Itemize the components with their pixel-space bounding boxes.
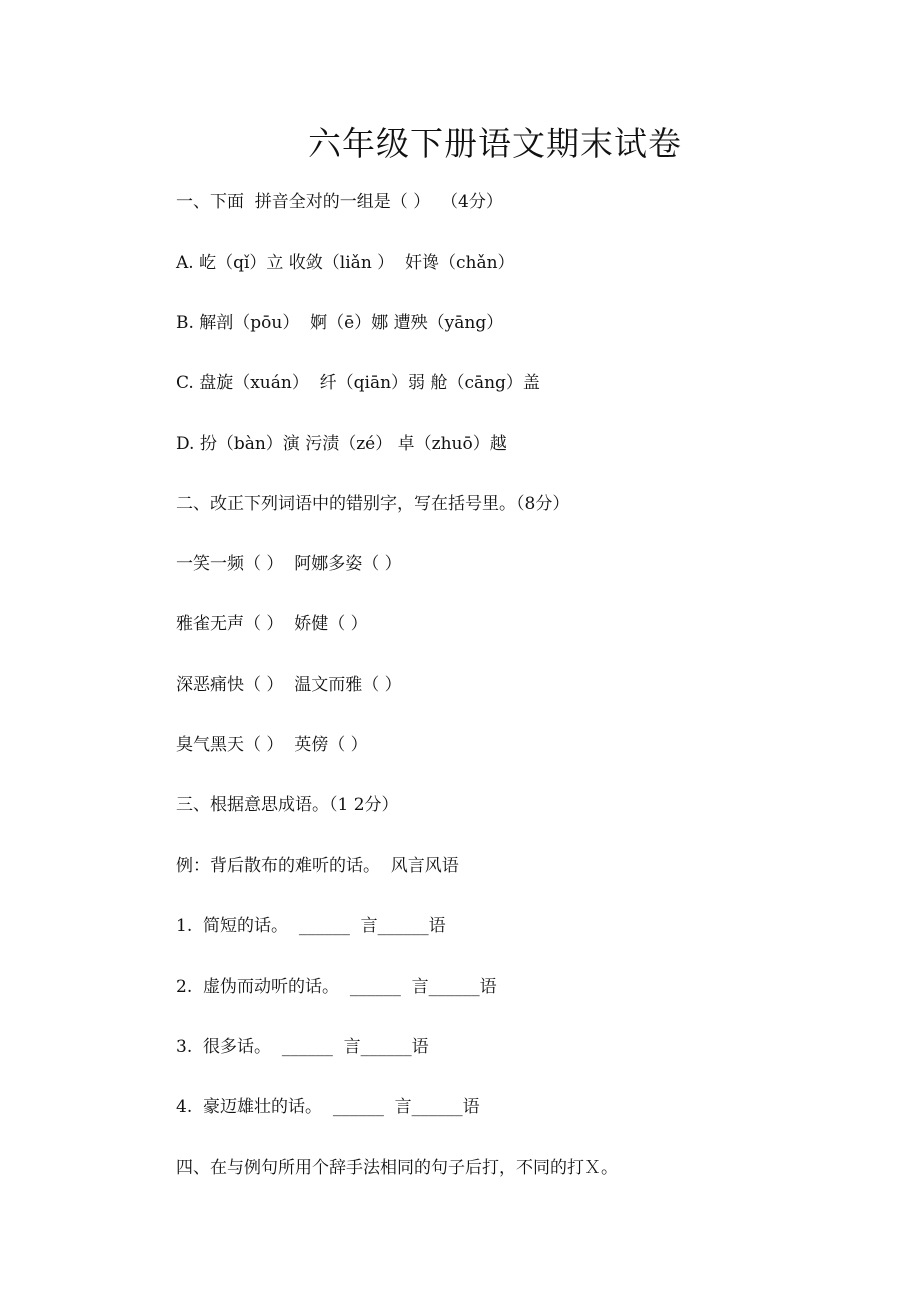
- question-2-row-4: 臭气黑天（ ） 英傍（ ）: [176, 735, 368, 755]
- question-2-row-1: 一笑一频（ ） 阿娜多姿（ ）: [176, 554, 402, 574]
- question-1-option-a: A. 屹（qǐ）立 收敛（liǎn ） 奸谗（chǎn）: [176, 253, 515, 273]
- question-2-row-2: 雅雀无声（ ） 娇健（ ）: [176, 614, 368, 634]
- question-1-option-b: B. 解剖（pōu） 婀（ē）娜 遭殃（yāng）: [176, 313, 504, 333]
- question-3-item-3: 3. 很多话。 ______ 言______语: [176, 1037, 429, 1057]
- question-2-heading: 二、改正下列词语中的错别字，写在括号里。（8分）: [176, 494, 570, 514]
- question-3-item-4: 4. 豪迈雄壮的话。 ______ 言______语: [176, 1097, 480, 1117]
- question-3-heading: 三、根据意思成语。（1 2分）: [176, 795, 399, 815]
- question-3-example: 例：背后散布的难听的话。 风言风语: [176, 856, 459, 876]
- question-1-option-c: C. 盘旋（xuán） 纤（qiān）弱 舱（cāng）盖: [176, 373, 540, 393]
- page-title: 六年级下册语文期末试卷: [308, 124, 682, 163]
- question-3-item-2: 2. 虚伪而动听的话。 ______ 言______语: [176, 977, 497, 997]
- question-4-heading: 四、在与例句所用个辞手法相同的句子后打，不同的打Ｘ。: [176, 1158, 618, 1178]
- question-3-item-1: 1. 简短的话。 ______ 言______语: [176, 916, 446, 936]
- question-1-heading: 一、下面 拼音全对的一组是（ ） （4分）: [176, 192, 503, 212]
- question-1-option-d: D. 扮（bàn）演 污渍（zé） 卓（zhuō）越: [176, 434, 507, 454]
- question-2-row-3: 深恶痛快（ ） 温文而雅（ ）: [176, 675, 402, 695]
